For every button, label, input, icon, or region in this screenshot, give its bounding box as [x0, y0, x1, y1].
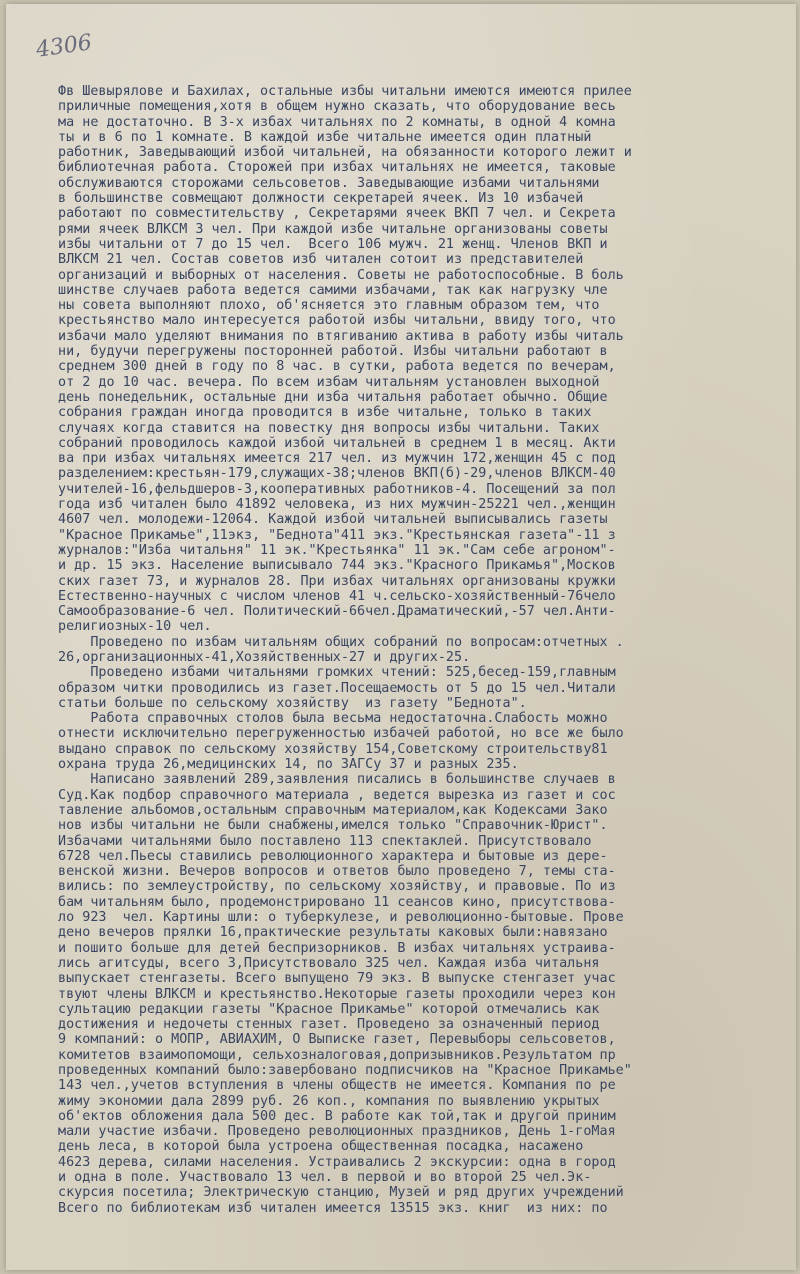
text-line: от 2 до 10 час. вечера. По всем избам читальням установлен выходной — [58, 374, 600, 390]
text-line: скурсия посетила; Электрическую станцию, Музей и ряд других учреждений — [58, 1185, 624, 1201]
text-line: ни, будучи перегружены посторонней работой. Избы читальни работают в — [58, 344, 608, 360]
text-line: жиму экономии дала 2899 руб. 26 коп., компания по выявлению укрытых — [58, 1093, 600, 1109]
text-line: 26,организационных-41,Хозяйственных-27 и других-25. — [58, 649, 471, 665]
text-line: избы читальни от 7 до 15 чел. Всего 106 мужч. 21 женщ. Членов ВКП и — [58, 236, 608, 252]
text-line: Работа справочных столов была весьма недостаточна.Слабость можно — [58, 711, 608, 727]
text-line: обслуживаются сторожами сельсоветов. Заведывающие избами читальнями — [58, 175, 600, 191]
text-line: Проведено избами читальнями громких чтений: 525,бесед-159,главным — [58, 665, 616, 681]
text-line: выпускает стенгазеты. Всего выпущено 79 экз. В выпуске стенгазет учас — [58, 971, 616, 987]
text-line: Суд.Как подбор справочного материала , ведется вырезка из газет и сос — [58, 787, 616, 803]
text-line: бам читальням было, продемонстрировано 11 сеансов кино, присутствова- — [58, 894, 616, 910]
text-line: ВЛКСМ 21 чел. Состав советов изб читален сотоит из представителей — [58, 252, 584, 268]
text-line: 143 чел.,учетов вступления в члены обществ не имеется. Компания по ре — [58, 1078, 616, 1094]
text-line: день понедельник, остальные дни изба читальня работает обычно. Общие — [58, 389, 608, 405]
text-line: рями ячеек ВЛКСМ 3 чел. При каждой избе читальне организованы советы — [58, 221, 608, 237]
text-line: достижения и недочеты стенных газет. Проведено за означенный период — [58, 1017, 600, 1033]
text-line: и одна в поле. Участвовало 13 чел. в первой и во второй 25 чел.Эк- — [58, 1170, 592, 1186]
text-line: вились: по землеустройству, по сельскому хозяйству, и правовые. По из — [58, 879, 616, 895]
text-line: 6728 чел.Пьесы ставились революционного характера и бытовые из дере- — [58, 848, 608, 864]
text-line: и др. 15 экз. Население выписывало 744 экз."Красного Прикамья",Москов — [58, 558, 616, 574]
text-line: работают по совместительству , Секретарями ячеек ВКП 7 чел. и Секрета — [58, 206, 616, 222]
text-line: комитетов взаимопомощи, сельхозналоговая,допризывников.Результатом пр — [58, 1047, 616, 1063]
text-line: ты и в 6 по 1 комнате. В каждой избе читальне имеется один платный — [58, 129, 592, 145]
text-line: крестьянство мало интересуется работой избы читальни, ввиду того, что — [58, 313, 616, 329]
text-line: собраний проводилось каждой избой читальней в среднем 1 в месяц. Акти — [58, 435, 616, 451]
text-line: шинстве случаев работа ведется самими избачами, так как нагрузку чле — [58, 282, 608, 298]
text-line: собрания граждан иногда проводится в избе читальне, только в таких — [58, 405, 592, 421]
text-line: лись агитсуды, всего 3,Присутствовало 325 чел. Каждая изба читальня — [58, 955, 600, 971]
text-line: об'ектов обложения дала 500 дес. В работе как той,так и другой приним — [58, 1108, 616, 1124]
text-line: среднем 300 дней в году по 8 час. в сутки, работа ведется по вечерам, — [58, 359, 616, 375]
text-line: образом читки проводились из газет.Посещаемость от 5 до 15 чел.Читали — [58, 680, 616, 696]
text-line: религиозных-10 чел. — [58, 619, 212, 635]
document-body — [58, 84, 764, 1216]
text-line: библиотечная работа. Сторожей при избах читальнях не имеется, таковые — [58, 160, 616, 176]
text-line: Естественно-научных с числом членов 41 ч.сельско-хозяйственный-76чело — [58, 588, 616, 604]
text-line: случаях когда ставится на повестку дня вопросы избы читальни. Таких — [58, 420, 600, 436]
text-line: и пошито больше для детей беспризорников. В избах читальнях устраива- — [58, 940, 616, 956]
text-line: года изб читален было 41892 человека, из них мужчин-25221 чел.,женщин — [58, 497, 616, 513]
text-line: проведенных компаний было:завербовано подписчиков на "Красное Прикамье" — [58, 1063, 632, 1078]
text-line: "Красное Прикамье",11экз, "Беднота"411 экз."Крестьянская газета"-11 з — [58, 527, 616, 543]
text-line: статьи больше по сельскому хозяйству из газету "Беднота". — [58, 695, 527, 711]
text-line: ны совета выполняют плохо, об'ясняется это главным образом тем, что — [58, 298, 600, 314]
text-line: ма не достаточно. В 3-х избах читальнях по 2 комнаты, в одной 4 комна — [58, 114, 616, 130]
text-line: Избачами читальнями было поставлено 113 спектаклей. Присутствовало — [58, 833, 592, 849]
text-line: Написано заявлений 289,заявления писались в большинстве случаев в — [58, 772, 616, 788]
text-line: работник, Заведывающий избой читальней, на обязанности которого лежит и — [58, 145, 632, 161]
text-line: учителей-16,фельдшеров-3,кооперативных работников-4. Посещений за пол — [58, 481, 616, 497]
text-line: Фв Шевырялове и Бахилах, остальные избы читальни имеются имеются прилее — [58, 84, 632, 99]
text-line: венской жизни. Вечеров вопросов и ответов было проведено 7, темы ста- — [58, 864, 616, 880]
document-page — [6, 4, 796, 1270]
text-line: охрана труда 26,медицинских 14, по ЗАГСу 37 и разных 235. — [58, 757, 519, 773]
text-line: в большинстве совмещают должности секретарей ячеек. Из 10 избачей — [58, 191, 584, 207]
text-line: избачи мало уделяют внимания по втягиванию актива в работу избы читаль — [58, 328, 624, 344]
text-line: сультацию редакции газеты "Красное Прикамье" которой отмечались как — [58, 1001, 600, 1017]
text-line: Самообразование-6 чел. Политический-66чел.Драматический,-57 чел.Анти- — [58, 604, 616, 620]
text-line: ва при избах читальнях имеется 217 чел. из мужчин 172,женщин 45 с под — [58, 451, 616, 467]
text-line: журналов:"Изба читальня" 11 эк."Крестьянка" 11 эк."Сам себе агроном"- — [58, 542, 616, 558]
text-line: Всего по библиотекам изб читален имеется 13515 экз. книг из них: по — [58, 1200, 608, 1216]
text-line: Проведено по избам читальням общих собраний по вопросам:отчетных . — [58, 634, 624, 650]
text-line: нов избы читальни не были снабжены,имелся только "Справочник-Юрист". — [58, 818, 608, 834]
text-line: отнести исключительно перегруженностью избачей работой, но все же было — [58, 726, 624, 742]
text-line: 4623 дерева, силами населения. Устраивались 2 экскурсии: одна в город — [58, 1154, 616, 1170]
text-line: приличные помещения,хотя в общем нужно сказать, что оборудование весь — [58, 99, 616, 115]
text-line: выдано справок по сельскому хозяйству 154,Советскому строительству81 — [58, 741, 608, 757]
page-number: 4306 — [34, 30, 94, 63]
text-line: твуют члены ВЛКСМ и крестьянство.Некоторые газеты проходили через кон — [58, 986, 616, 1002]
text-line: разделением:крестьян-179,служащих-38;членов ВКП(б)-29,членов ВЛКСМ-40 — [58, 466, 616, 482]
text-line: ло 923 чел. Картины шли: о туберкулезе, и революционно-бытовые. Прове — [58, 910, 624, 926]
text-line: день леса, в которой была устроена общественная посадка, насажено — [58, 1139, 584, 1155]
text-line: 9 компаний: о МОПР, АВИАХИМ, О Выписке газет, Перевыборы сельсоветов, — [58, 1032, 616, 1048]
text-line: мали участие избачи. Проведено революционных праздников, День 1-гоМая — [58, 1124, 616, 1140]
text-line: дено вечеров прялки 16,практические результаты каковых были:навязано — [58, 925, 608, 941]
text-line: ских газет 73, и журналов 28. При избах читальнях организованы кружки — [58, 573, 616, 589]
text-line: 4607 чел. молодежи-12064. Каждой избой читальней выписывались газеты — [58, 512, 608, 528]
text-line: организаций и выборных от населения. Советы не работоспособные. В боль — [58, 267, 624, 283]
text-line: тавление альбомов,остальным справочным материалом,как Кодексами Зако — [58, 802, 608, 818]
